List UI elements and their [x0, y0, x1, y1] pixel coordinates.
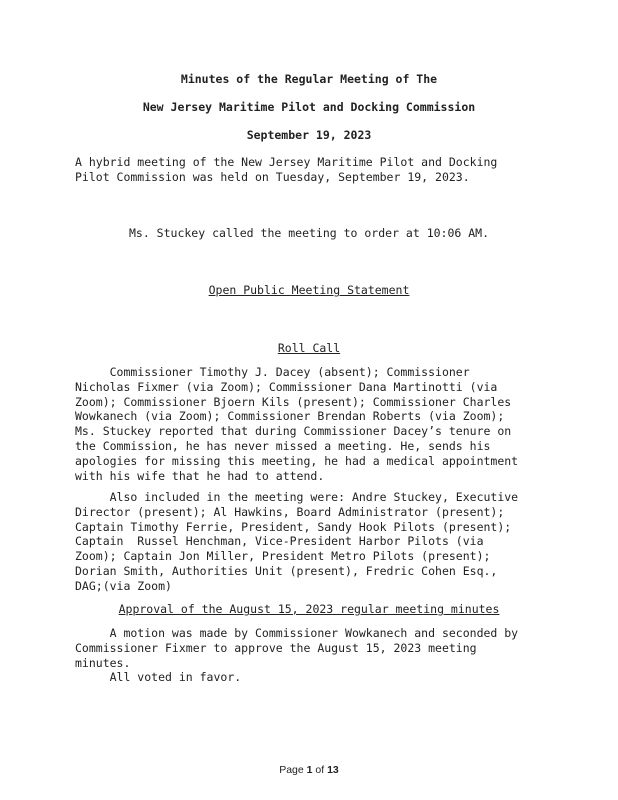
paragraph-line: Zoom); Commissioner Bjoern Kils (present); Commissioner Charles — [75, 394, 512, 409]
paragraph-line: the Commission, he has never missed a meeting. He, sends his — [75, 438, 491, 453]
minutes-title: Minutes of the Regular Meeting of The — [180, 72, 438, 86]
page-prefix: Page — [279, 764, 307, 776]
paragraph-line: All voted in favor. — [75, 670, 242, 685]
paragraph-line: with his wife that he had to attend. — [75, 468, 325, 483]
paragraph-line: DAG;(via Zoom) — [75, 578, 172, 593]
paragraph-line: Captain Russel Henchman, Vice-President Harbor Pilots (via — [75, 534, 484, 549]
approval-paragraph — [75, 626, 555, 685]
paragraph-line: Dorian Smith, Authorities Unit (present), Fredric Cohen Esq., — [75, 563, 498, 578]
section-heading: Roll Call — [277, 341, 341, 355]
paragraph-line: Ms. Stuckey reported that during Commissioner Dacey’s tenure on — [75, 424, 512, 439]
paragraph-line: Commissioner Timothy J. Dacey (absent); Commissioner — [75, 365, 470, 379]
paragraph-line: minutes. — [75, 655, 131, 670]
section-heading: Open Public Meeting Statement — [208, 283, 410, 297]
intro-paragraph — [75, 155, 555, 185]
intro-line: Pilot Commission was held on Tuesday, September 19, 2023. — [75, 169, 470, 184]
paragraph-line: Also included in the meeting were: Andre Stuckey, Executive — [75, 490, 519, 504]
page-number — [0, 764, 618, 776]
intro-line: A hybrid meeting of the New Jersey Maritime Pilot and Docking — [75, 155, 498, 169]
page-of: of — [312, 764, 328, 776]
paragraph-line: Zoom); Captain Jon Miller, President Metro Pilots (present); — [75, 549, 491, 564]
paragraph-line: Wowkanech (via Zoom); Commissioner Brendan Roberts (via Zoom); — [75, 409, 505, 424]
section-roll-call — [0, 341, 618, 355]
page-current: 1 — [306, 764, 313, 776]
paragraph-line: Commissioner Fixmer to approve the August 15, 2023 meeting — [75, 640, 477, 655]
paragraph-line: Captain Timothy Ferrie, President, Sandy Hook Pilots (present); — [75, 519, 512, 534]
commission-name: New Jersey Maritime Pilot and Docking Commission — [142, 100, 476, 114]
paragraph-line: A motion was made by Commissioner Wowkanech and seconded by — [75, 626, 519, 640]
paragraph-line: Nicholas Fixmer (via Zoom); Commissioner Dana Martinotti (via — [75, 379, 498, 394]
section-approval — [0, 602, 618, 616]
call-to-order: Ms. Stuckey called the meeting to order at 10:06 AM. — [128, 226, 490, 240]
attendees-paragraph — [75, 490, 555, 594]
page-total: 13 — [327, 764, 339, 776]
paragraph-line: Director (present); Al Hawkins, Board Administrator (present); — [75, 504, 505, 519]
paragraph-line: apologies for missing this meeting, he had a medical appointment — [75, 453, 519, 468]
meeting-date: September 19, 2023 — [246, 128, 372, 142]
section-open-public-meeting — [0, 283, 618, 297]
section-heading: Approval of the August 15, 2023 regular meeting minutes — [118, 602, 500, 616]
roll-call-paragraph — [75, 365, 555, 483]
